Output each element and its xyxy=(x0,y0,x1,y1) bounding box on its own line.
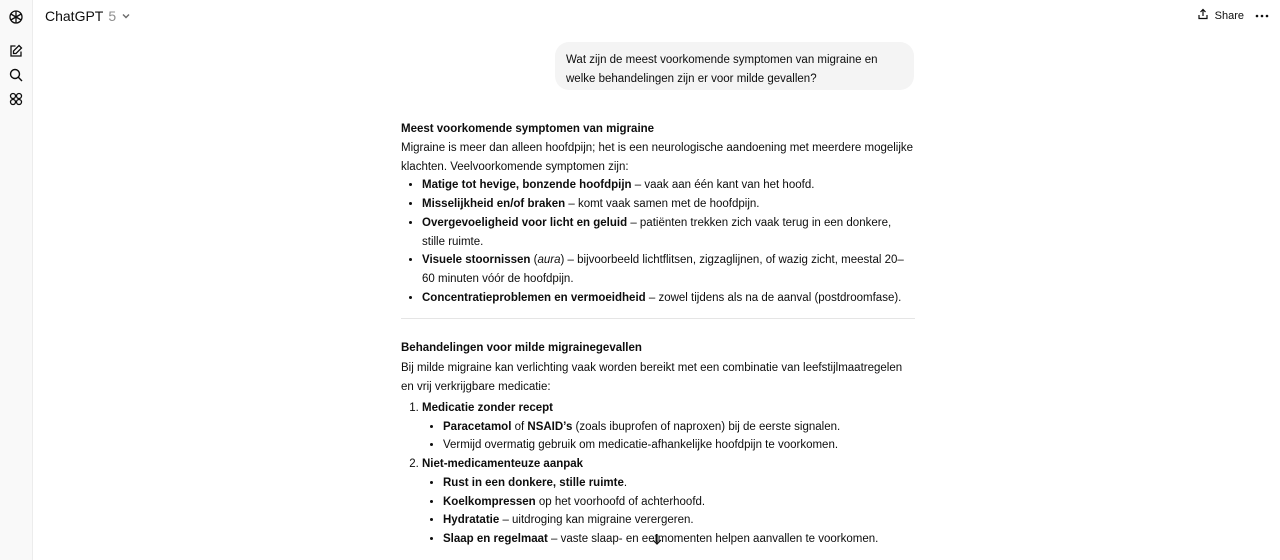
list-item xyxy=(422,251,915,289)
symptom-list xyxy=(401,176,915,307)
item-text: ( xyxy=(530,254,538,267)
sub-list xyxy=(422,418,915,456)
share-icon xyxy=(1197,8,1209,23)
share-button[interactable] xyxy=(1197,8,1244,23)
item-text: – vaak aan één kant van het hoofd. xyxy=(631,179,815,192)
item-text: – zowel tijdens als na de aanval (postdroomfase). xyxy=(645,291,902,304)
item-text: (zoals ibuprofen of naproxen) bij de eerste signalen. xyxy=(572,420,841,433)
item-text: – komt vaak samen met de hoofdpijn. xyxy=(565,198,760,210)
list-item xyxy=(422,289,915,308)
item-title: Niet-medicamenteuze aanpak xyxy=(422,458,584,470)
bold-term: Visuele stoornissen xyxy=(422,254,531,267)
item-text: op het voorhoofd of achterhoofd. xyxy=(535,495,706,508)
list-item xyxy=(443,511,915,530)
list-item xyxy=(422,399,915,455)
bold-term: Matige tot hevige, bonzende hoofdpijn xyxy=(422,179,632,192)
item-text: . xyxy=(623,476,628,489)
bold-term: Concentratieproblemen en vermoeidheid xyxy=(422,291,646,304)
assistant-message xyxy=(401,120,915,549)
list-item xyxy=(422,195,915,214)
bold-term: NSAID’s xyxy=(527,420,573,433)
list-item xyxy=(422,214,915,252)
bold-term: Rust in een donkere, stille ruimte xyxy=(443,476,624,489)
model-selector[interactable] xyxy=(45,8,131,24)
gpts-icon[interactable] xyxy=(6,89,26,109)
scroll-down-icon[interactable] xyxy=(647,529,667,549)
bold-term: Overgevoeligheid voor licht en geluid xyxy=(422,216,628,229)
bold-term: Slaap en regelmaat xyxy=(443,533,548,545)
italic-term: aura xyxy=(537,254,561,267)
section-divider xyxy=(401,318,915,319)
sidebar-rail xyxy=(0,0,33,560)
item-text: – vaste slaap- en eetmomenten helpen aanvallen te voorkomen. xyxy=(547,533,879,545)
model-version: 5 xyxy=(108,8,117,24)
list-item xyxy=(443,474,915,493)
item-title: Medicatie zonder recept xyxy=(422,401,554,414)
model-name: ChatGPT xyxy=(45,8,104,24)
list-item xyxy=(443,418,915,437)
item-text: – patiënten trekken zich vaak terug in een donkere, stille ruimte. xyxy=(422,216,892,248)
new-chat-icon[interactable] xyxy=(6,41,26,61)
list-item xyxy=(443,493,915,512)
sub-list xyxy=(422,474,915,549)
top-bar xyxy=(33,0,1280,34)
bold-term: Hydratatie xyxy=(443,514,500,527)
list-item xyxy=(443,436,915,455)
bold-term: Paracetamol xyxy=(443,420,512,433)
section-heading: Behandelingen voor milde migrainegevallen xyxy=(401,341,642,354)
item-text: Vermijd overmatig gebruik om medicatie-afhankelijke hoofdpijn te voorkomen. xyxy=(443,439,839,452)
list-item xyxy=(422,455,915,549)
item-text: – uitdroging kan migraine verergeren. xyxy=(499,514,694,527)
user-message-text: Wat zijn de meest voorkomende symptomen van migraine en welke behandelingen zijn er voor milde gevallen? xyxy=(566,54,878,85)
item-text: ) – bijvoorbeeld lichtflitsen, zigzaglijnen, of wazig zicht, meestal 20–60 minuten vóór de hoofdpijn. xyxy=(422,254,904,285)
list-item xyxy=(443,530,915,549)
bold-term: Koelkompressen xyxy=(443,495,536,508)
openai-logo-icon[interactable] xyxy=(6,7,26,27)
section-intro: Bij milde migraine kan verlichting vaak worden bereikt met een combinatie van leefstijlmaatregelen en vrij verkrijgbare medicatie: xyxy=(401,362,903,393)
chevron-down-icon xyxy=(121,8,131,24)
answer-section-symptoms xyxy=(401,120,915,308)
bold-term: Misselijkheid en/of braken xyxy=(422,198,566,210)
answer-section-treatments xyxy=(401,339,915,549)
section-heading: Meest voorkomende symptomen van migraine xyxy=(401,123,655,135)
treatment-list xyxy=(401,399,915,549)
section-intro: Migraine is meer dan alleen hoofdpijn; het is een neurologische aandoening met meerdere mogelijke klachten. Veelvoorkomende symptomen zijn: xyxy=(401,141,914,173)
list-item xyxy=(422,176,915,195)
user-message-bubble xyxy=(555,42,914,90)
more-options-icon[interactable] xyxy=(1254,8,1270,24)
search-icon[interactable] xyxy=(6,65,26,85)
item-text: of xyxy=(511,420,528,433)
share-label: Share xyxy=(1214,9,1244,22)
